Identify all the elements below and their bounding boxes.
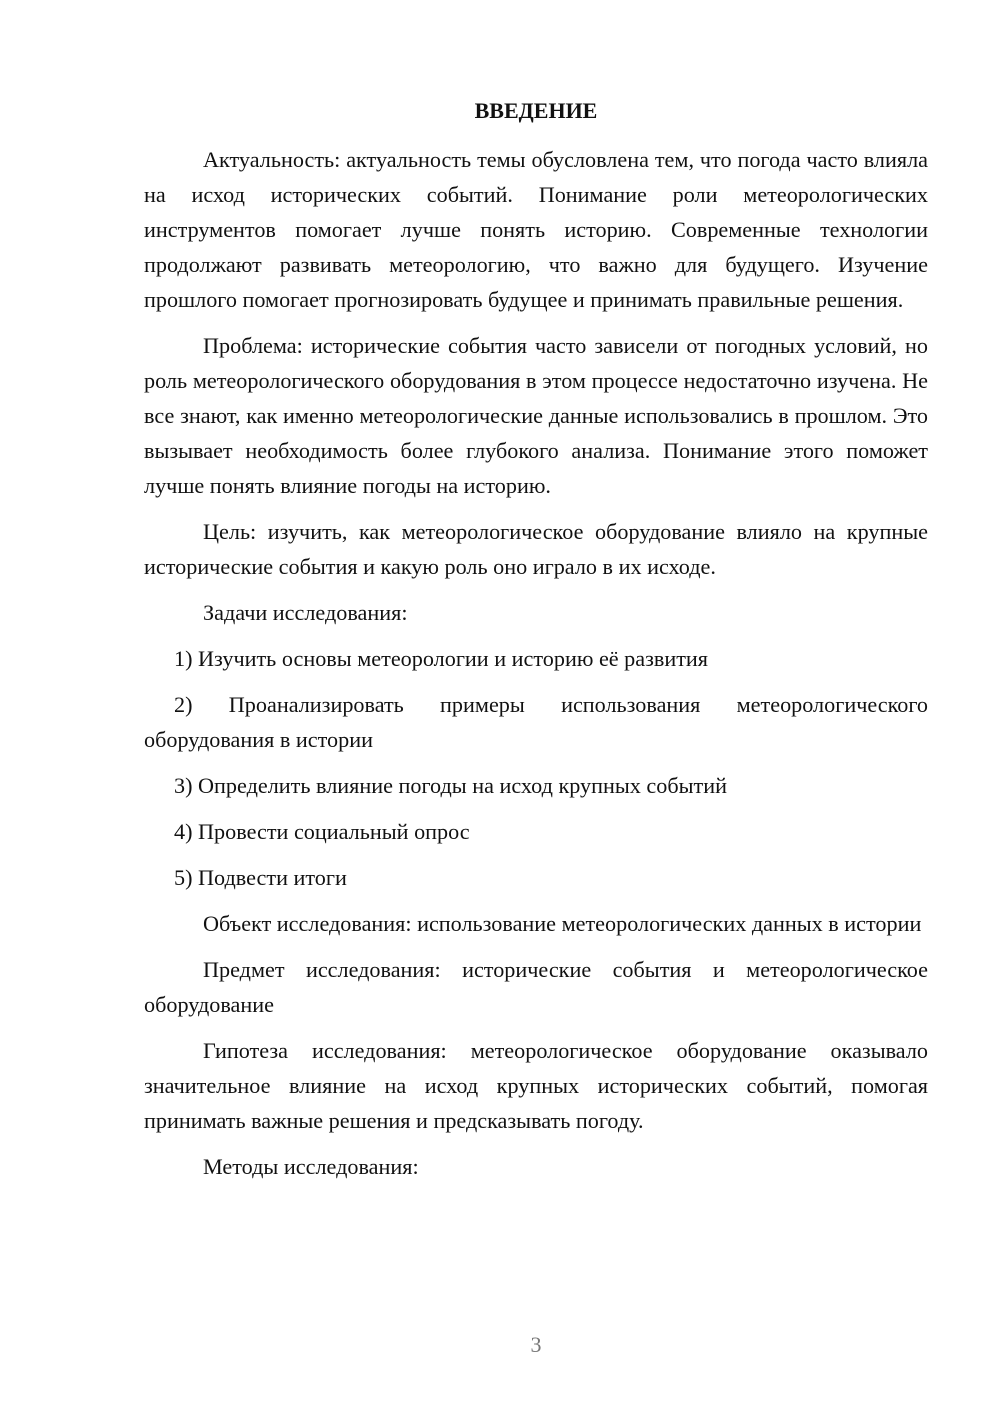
task-item-3: 3) Определить влияние погоды на исход крупных событий xyxy=(174,773,727,798)
methods-heading: Методы исследования: xyxy=(203,1154,419,1179)
page-number: 3 xyxy=(530,1332,542,1357)
page-content xyxy=(144,92,928,1195)
paragraph-relevance: Актуальность: актуальность темы обусловлена тем, что погода часто влияла на исход исторических событий. Понимание роли метеорологических инструментов помогает лучше понять историю. Современные технологии продолжают развивать метеорологию, что важно для будущего. Изучение прошлого помогает прогнозировать будущее и принимать правильные решения. xyxy=(144,147,928,312)
paragraph-hypothesis: Гипотеза исследования: метеорологическое оборудование оказывало значительное влияние на исход крупных исторических событий, помогая принимать важные решения и предсказывать погоду. xyxy=(144,1038,928,1133)
page-title: ВВЕДЕНИЕ xyxy=(474,98,598,123)
paragraph-goal: Цель: изучить, как метеорологическое оборудование влияло на крупные исторические события и какую роль оно играло в их исходе. xyxy=(144,519,928,579)
task-item-4: 4) Провести социальный опрос xyxy=(174,819,470,844)
tasks-heading: Задачи исследования: xyxy=(203,600,408,625)
paragraph-subject: Предмет исследования: исторические события и метеорологическое оборудование xyxy=(144,957,928,1017)
paragraph-object: Объект исследования: использование метеорологических данных в истории xyxy=(203,911,922,936)
task-item-5: 5) Подвести итоги xyxy=(174,865,347,890)
task-item-2: 2) Проанализировать примеры использования метеорологического оборудования в истории xyxy=(144,692,928,752)
paragraph-problem: Проблема: исторические события часто зависели от погодных условий, но роль метеорологического оборудования в этом процессе недостаточно изучена. Не все знают, как именно метеорологические данные использовались в прошлом. Это вызывает необходимость более глубокого анализа. Понимание этого поможет лучше понять влияние погоды на историю. xyxy=(144,333,928,498)
task-item-1: 1) Изучить основы метеорологии и историю её развития xyxy=(174,646,709,671)
